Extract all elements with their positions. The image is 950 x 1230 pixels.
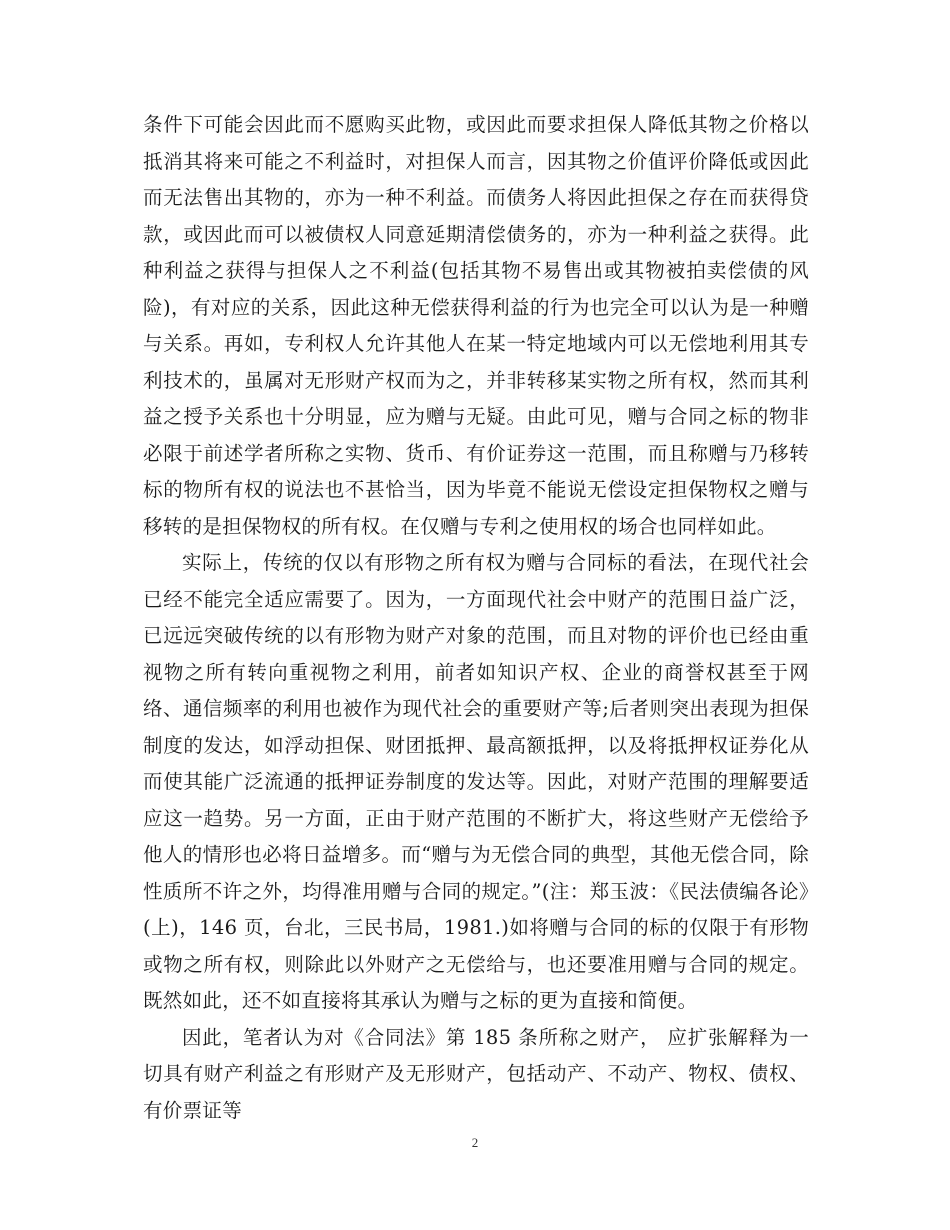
document-body <box>143 107 809 1129</box>
page-number: 2 <box>471 1135 479 1150</box>
paragraph-3: 因此，笔者认为对《合同法》第 185 条所称之财产， 应扩张解释为一切具有财产利益之有形财产及无形财产，包括动产、不动产、物权、债权、有价票证等 <box>143 1025 809 1122</box>
paragraph-2: 实际上，传统的仅以有形物之所有权为赠与合同标的看法，在现代社会已经不能完全适应需要了。因为，一方面现代社会中财产的范围日益广泛，已远远突破传统的以有形物为财产对象的范围，而且对物的评价也已经由重视物之所有转向重视物之利用，前者如知识产权、企业的商誉权甚至于网络、通信频率的利用也被作为现代社会的重要财产等;后者则突出表现为担保制度的发达，如浮动担保、财团抵押、最高额抵押，以及将抵押权证券化从而使其能广泛流通的抵押证券制度的发达等。因此，对财产范围的理解要适应这一趋势。另一方面，正由于财产范围的不断扩大，将这些财产无偿给予他人的情形也必将日益增多。而“赠与为无偿合同的典型，其他无偿合同，除性质所不许之外，均得准用赠与合同的规定。”(注：郑玉波：《民法债编各论》(上)，146 页，台北，三民书局，1981.)如将赠与合同的标的仅限于有形物或物之所有权，则除此以外财产之无偿给与，也还要准用赠与合同的规定。既然如此，还不如直接将其承认为赠与之标的更为直接和简便。 <box>143 551 809 1012</box>
paragraph-1: 条件下可能会因此而不愿购买此物，或因此而要求担保人降低其物之价格以抵消其将来可能之不利益时，对担保人而言，因其物之价值评价降低或因此而无法售出其物的，亦为一种不利益。而债务人将因此担保之存在而获得贷款，或因此而可以被债权人同意延期清偿债务的，亦为一种利益之获得。此种利益之获得与担保人之不利益(包括其物不易售出或其物被拍卖偿债的风险)，有对应的关系，因此这种无偿获得利益的行为也完全可以认为是一种赠与关系。再如，专利权人允许其他人在某一特定地域内可以无偿地利用其专利技术的，虽属对无形财产权而为之，并非转移某实物之所有权，然而其利益之授予关系也十分明显，应为赠与无疑。由此可见，赠与合同之标的物非必限于前述学者所称之实物、货币、有价证券这一范围，而且称赠与乃移转标的物所有权的说法也不甚恰当，因为毕竟不能说无偿设定担保物权之赠与移转的是担保物权的所有权。在仅赠与专利之使用权的场合也同样如此。 <box>143 113 809 538</box>
